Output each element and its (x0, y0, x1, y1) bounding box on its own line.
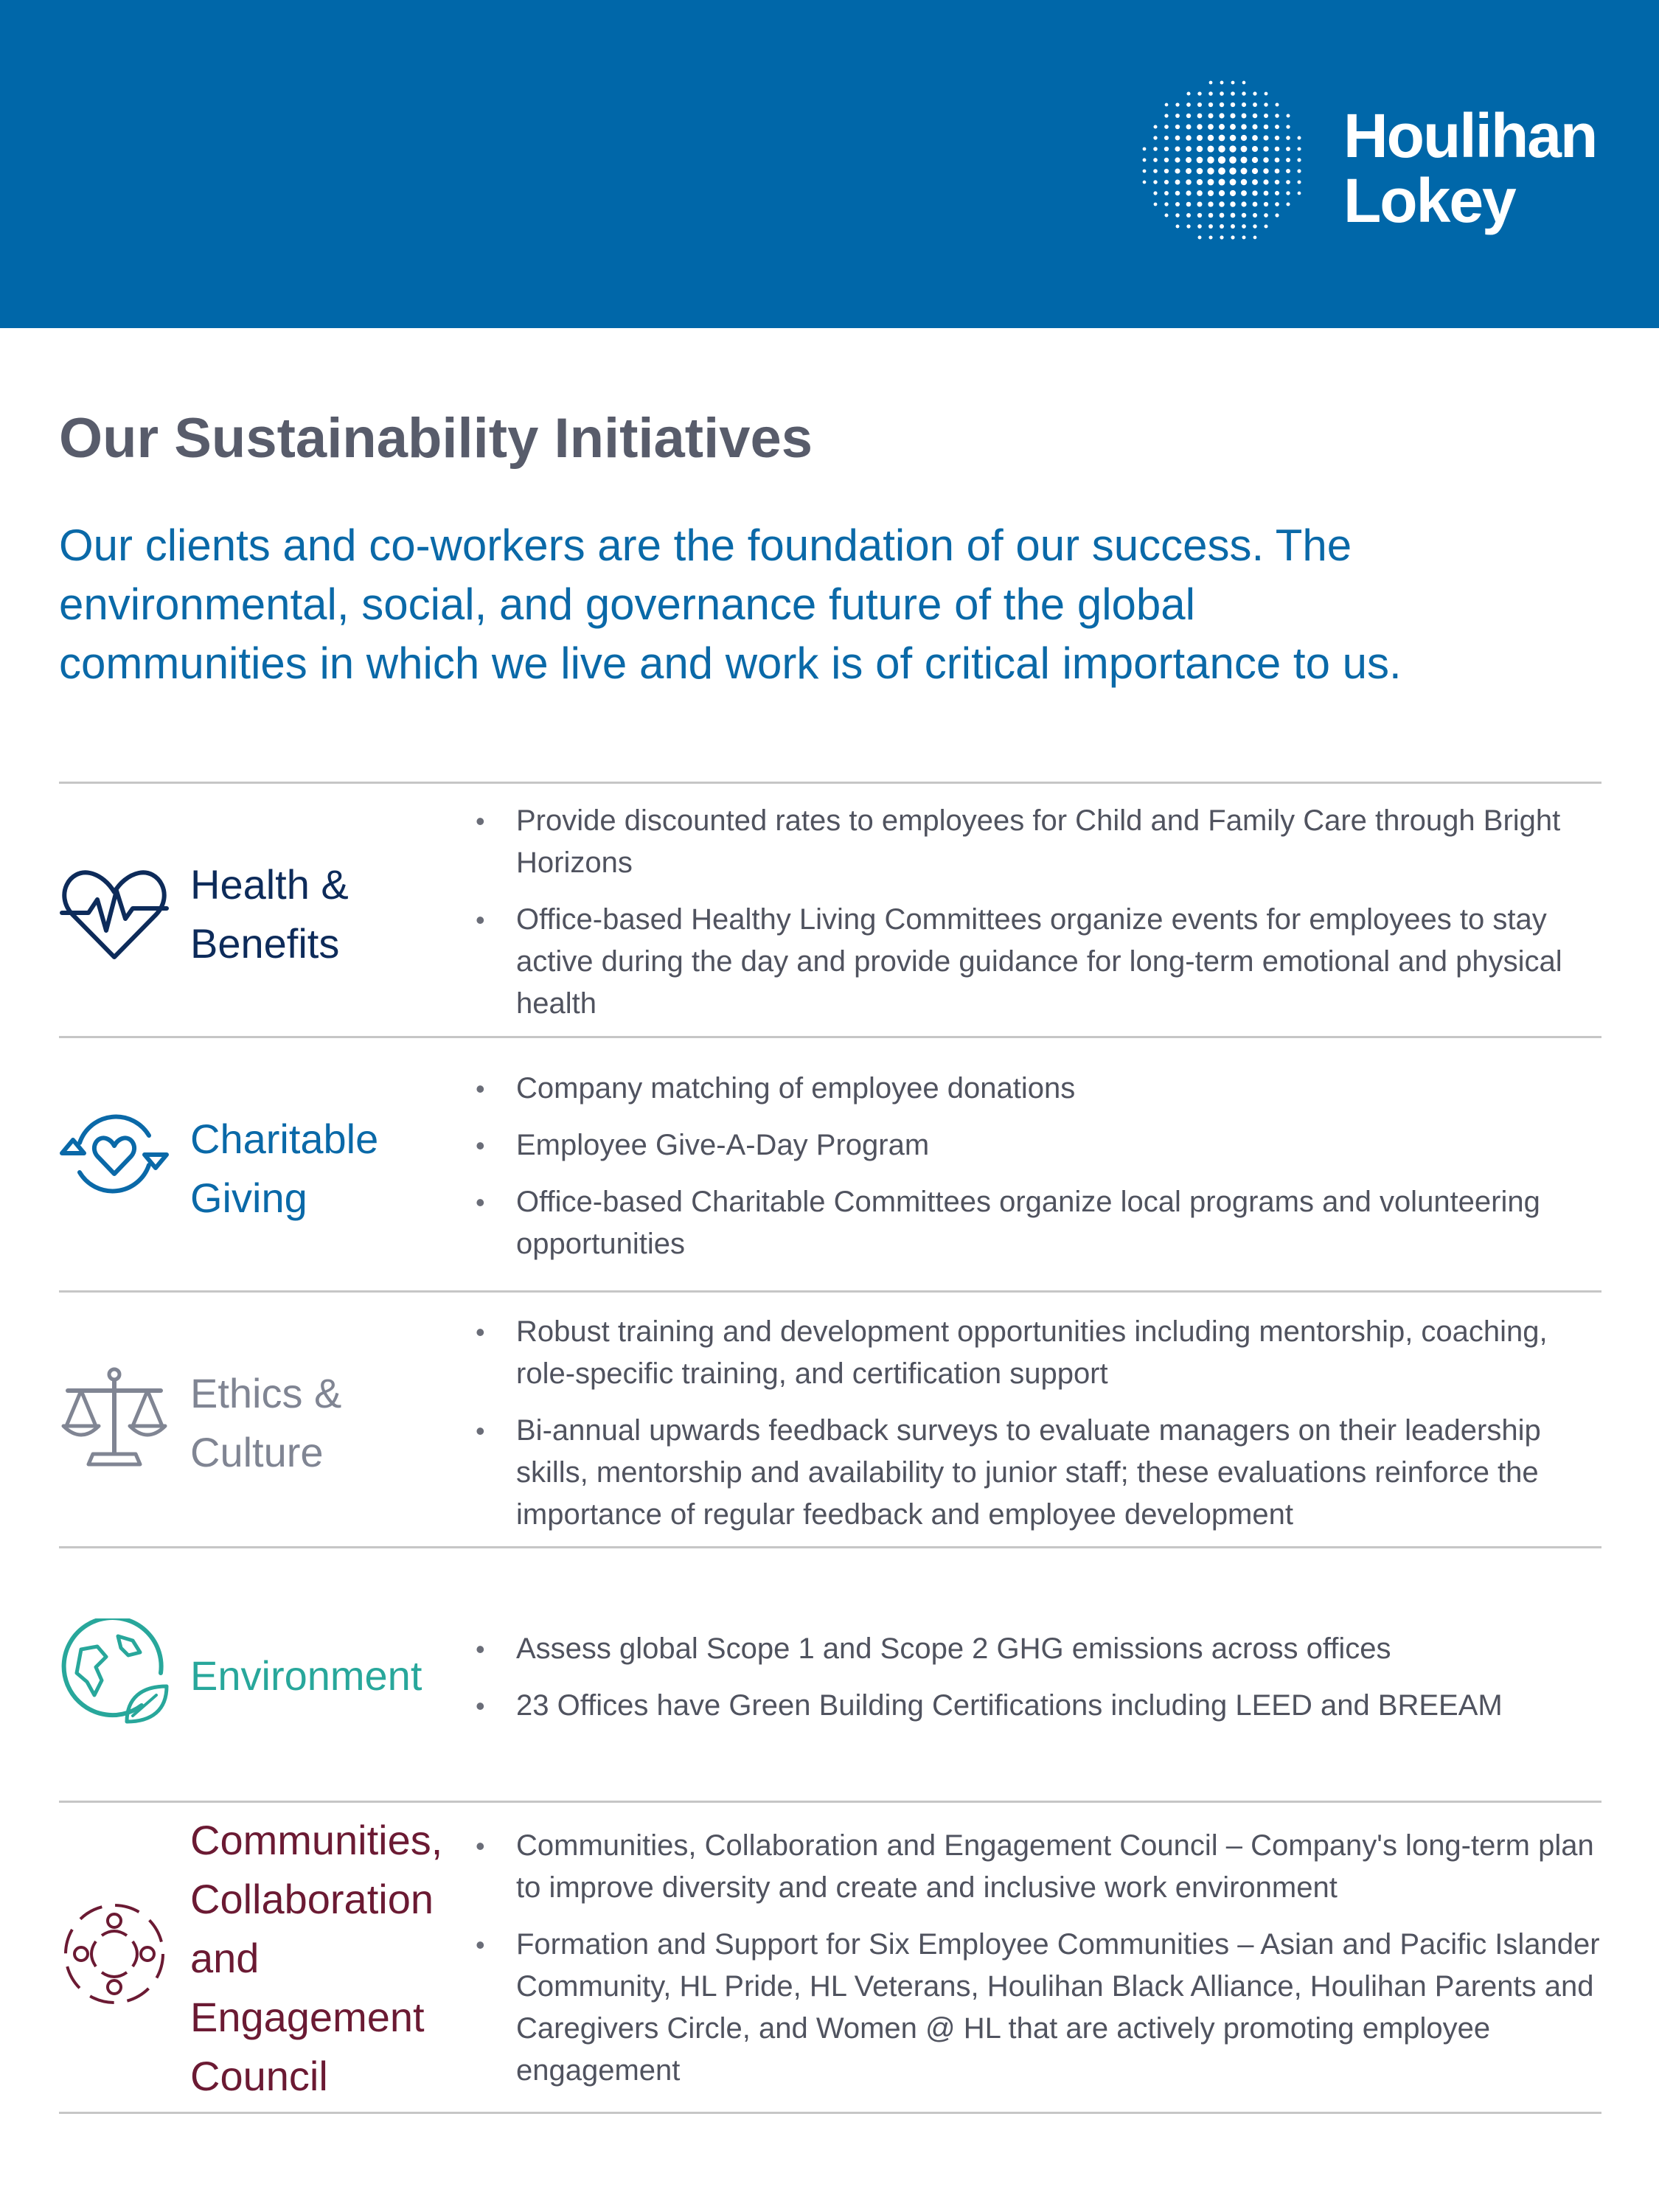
category-label-line: Charitable (190, 1116, 379, 1162)
bullet-item: • 23 Offices have Green Building Certifications including LEED and BREEAM (472, 1685, 1607, 1727)
globe-dot (1143, 181, 1147, 184)
globe-dot (1197, 157, 1203, 164)
globe-dot (1264, 114, 1268, 118)
globe-dot (1218, 167, 1225, 175)
globe-dot (1175, 180, 1180, 185)
globe-dot (1252, 190, 1257, 195)
globe-dot (1263, 135, 1268, 140)
globe-dot (1275, 114, 1279, 118)
globe-dot (1298, 136, 1301, 140)
bullet-item: • Office-based Healthy Living Committees organize events for employees to stay active during the day and provide guidance for long-term emotional and physical health (472, 899, 1607, 1025)
globe-dot (1231, 235, 1234, 239)
globe-dot (1186, 157, 1192, 163)
globe-dot (1175, 202, 1180, 206)
globe-dot (1231, 91, 1235, 96)
category-label-line: Giving (190, 1175, 307, 1221)
category-label (190, 1811, 442, 2106)
globe-dot (1197, 190, 1203, 196)
globe-dot (1208, 102, 1213, 107)
globe-dot (1164, 180, 1169, 184)
globe-dot (1165, 103, 1169, 107)
globe-dot (1164, 147, 1169, 151)
globe-dot (1175, 146, 1180, 151)
globe-dot (1176, 225, 1180, 229)
globe-dot (1153, 191, 1157, 195)
globe-dot (1230, 113, 1235, 118)
globe-dot (1298, 192, 1301, 195)
globe-dot (1275, 158, 1280, 163)
globe-dot (1297, 169, 1301, 173)
globe-dot (1164, 114, 1168, 117)
globe-dot (1263, 168, 1268, 173)
globe-dot (1197, 124, 1202, 129)
globe-dot (1252, 135, 1258, 141)
globe-dot (1186, 114, 1191, 118)
globe-dot (1231, 224, 1235, 229)
globe-dot (1275, 180, 1279, 184)
globe-dot (1186, 102, 1191, 107)
globe-dot (1208, 213, 1214, 218)
globe-dot (1264, 202, 1268, 206)
globe-dot (1253, 91, 1256, 95)
globe-dot (1286, 169, 1290, 173)
globe-dot (1242, 224, 1246, 229)
heart-cycle-icon (59, 1106, 170, 1202)
globe-dot (1242, 114, 1247, 119)
bullet-list (472, 1825, 1607, 2107)
globe-dot (1242, 91, 1245, 95)
globe-dot (1153, 180, 1157, 184)
category-label-line: Benefits (190, 920, 340, 967)
globe-dot (1175, 213, 1180, 218)
community-circle-icon (59, 1899, 170, 2009)
bullet-item: • Robust training and development opportunities including mentorship, coaching, role-specific training, and certification support (472, 1311, 1607, 1395)
globe-dot (1264, 125, 1269, 130)
globe-dot (1207, 156, 1214, 163)
globe-dot (1175, 136, 1180, 141)
globe-dot (1197, 201, 1202, 206)
globe-dot (1241, 124, 1247, 130)
globe-dot (1231, 81, 1235, 85)
globe-dot (1153, 136, 1157, 139)
globe-dot (1264, 102, 1267, 106)
globe-dot (1197, 91, 1201, 95)
globe-dot (1220, 91, 1224, 96)
globe-dot (1242, 102, 1246, 107)
globe-dot (1186, 146, 1192, 152)
globe-dot (1263, 157, 1268, 162)
globe-dot (1242, 81, 1246, 85)
globe-dot (1153, 158, 1158, 162)
globe-dot (1175, 157, 1180, 162)
globe-dot (1241, 201, 1246, 206)
globe-dot (1186, 213, 1191, 218)
globe-dot (1275, 169, 1280, 174)
globe-dot (1230, 179, 1237, 186)
globe-dot (1252, 168, 1258, 174)
globe-dot (1164, 125, 1169, 129)
globe-dot (1230, 124, 1236, 130)
globe-dot (1275, 213, 1279, 217)
globe-dot (1207, 145, 1214, 152)
globe-dot (1252, 157, 1258, 163)
globe-dot (1253, 224, 1256, 228)
globe-dot (1253, 213, 1257, 218)
divider (59, 1801, 1601, 1803)
globe-dot (1264, 213, 1268, 218)
globe-dot (1265, 92, 1268, 96)
globe-dot (1275, 136, 1279, 140)
globe-dot (1253, 114, 1258, 119)
intro-statement (59, 516, 1600, 693)
globe-dot (1208, 124, 1214, 130)
globe-dot (1231, 102, 1235, 107)
globe-dot (1242, 235, 1245, 239)
bullet-item: • Formation and Support for Six Employee Communities – Asian and Pacific Islander Community, HL Pride, HL Veterans, Houlihan Black Alliance, Houlihan Parents and Caregivers Circle, and Women @ HL that are actively promoting employee engagement (472, 1924, 1607, 2092)
globe-dot (1253, 236, 1257, 240)
category-label (190, 1364, 341, 1482)
divider (59, 1290, 1601, 1293)
intro-line: Our clients and co-workers are the foundation of our success. The (59, 521, 1352, 570)
globe-dot (1241, 179, 1247, 185)
bullet-list (472, 1628, 1607, 1742)
globe-dot (1252, 146, 1258, 152)
globe-dot (1175, 125, 1180, 129)
globe-dot (1164, 136, 1169, 140)
globe-dot (1220, 235, 1223, 239)
globe-dot (1186, 91, 1190, 95)
page-title: Our Sustainability Initiatives (59, 407, 813, 470)
globe-dot (1219, 124, 1225, 130)
globe-dot (1143, 159, 1147, 162)
globe-logo-icon (1135, 74, 1312, 251)
globe-dot (1207, 167, 1214, 174)
globe-dot (1286, 191, 1290, 195)
globe-dot (1264, 224, 1267, 228)
bullet-item: • Company matching of employee donations (472, 1068, 1607, 1110)
globe-dot (1218, 145, 1225, 152)
globe-dot (1231, 213, 1236, 218)
globe-dot (1197, 213, 1202, 218)
globe-dot (1197, 179, 1203, 185)
intro-line: communities in which we live and work is of critical importance to us. (59, 639, 1402, 688)
globe-dot (1208, 201, 1213, 206)
globe-dot (1297, 147, 1301, 150)
category-label-line: Health & (190, 861, 349, 908)
globe-dot (1165, 214, 1169, 218)
globe-dot (1253, 102, 1257, 107)
globe-dot (1241, 190, 1247, 196)
globe-dot (1286, 202, 1290, 206)
globe-dot (1209, 81, 1213, 85)
globe-dot (1230, 201, 1235, 206)
globe-dot (1219, 113, 1224, 118)
bullet-item: • Provide discounted rates to employees for Child and Family Care through Bright Horizons (472, 800, 1607, 884)
globe-dot (1276, 103, 1279, 107)
globe-dot (1218, 178, 1225, 185)
bullet-list (472, 1311, 1607, 1551)
category-label-line: and (190, 1935, 260, 1981)
globe-dot (1229, 156, 1237, 164)
globe-dot (1197, 114, 1203, 119)
globe-dot (1186, 135, 1191, 140)
bullet-list (472, 1068, 1607, 1280)
globe-dot (1220, 81, 1224, 85)
globe-dot (1263, 179, 1268, 184)
globe-dot (1208, 113, 1213, 118)
header-band (0, 0, 1659, 328)
globe-dot (1153, 169, 1158, 173)
globe-dot (1164, 158, 1169, 162)
globe-dot (1186, 125, 1192, 130)
globe-dot (1175, 114, 1180, 118)
globe-dot (1218, 156, 1225, 164)
globe-dot (1175, 102, 1179, 106)
globe-dot (1208, 224, 1213, 229)
globe-dot (1252, 179, 1258, 185)
globe-dot (1143, 170, 1147, 173)
globe-dot (1275, 202, 1279, 206)
bullet-item: • Communities, Collaboration and Engagement Council – Company's long-term plan to improve diversity and create and inclusive work environment (472, 1825, 1607, 1909)
bullet-item: • Office-based Charitable Committees organize local programs and volunteering opportunities (472, 1181, 1607, 1265)
category-label-line: Collaboration (190, 1876, 434, 1922)
globe-dot (1154, 203, 1158, 206)
category-label-line: Engagement (190, 1994, 425, 2040)
globe-dot (1241, 168, 1248, 175)
globe-dot (1208, 135, 1214, 141)
globe-dot (1275, 191, 1279, 195)
globe-dot (1253, 202, 1258, 207)
globe-dot (1186, 224, 1190, 228)
globe-dot (1287, 114, 1290, 118)
globe-dot (1220, 213, 1225, 218)
globe-dot (1186, 168, 1192, 174)
divider (59, 2112, 1601, 2114)
bullet-item: • Employee Give-A-Day Program (472, 1124, 1607, 1166)
globe-dot (1286, 136, 1290, 140)
globe-dot (1153, 147, 1158, 151)
category-label-line: Communities, (190, 1817, 443, 1863)
globe-dot (1219, 190, 1225, 196)
globe-dot (1286, 158, 1290, 162)
globe-dot (1197, 224, 1202, 229)
globe-dot (1241, 135, 1247, 141)
globe-dot (1286, 180, 1290, 184)
bullet-item: • Bi-annual upwards feedback surveys to evaluate managers on their leadership skills, mentorship and availability to junior staff; these evaluations reinforce the importance of regular feedback and employee development (472, 1410, 1607, 1536)
category-label (190, 855, 349, 973)
globe-dot (1186, 190, 1191, 195)
category-label-line: Environment (190, 1652, 422, 1699)
globe-dot (1175, 191, 1180, 196)
globe-dot (1186, 202, 1192, 207)
brand-name-line2: Lokey (1343, 166, 1515, 235)
category-label (190, 1646, 422, 1705)
intro-line: environmental, social, and governance future of the global (59, 580, 1195, 629)
globe-dot (1197, 168, 1203, 175)
category-label (190, 1110, 378, 1228)
globe-dot (1208, 179, 1214, 186)
globe-dot (1175, 168, 1180, 173)
globe-dot (1198, 236, 1202, 240)
globe-dot (1164, 169, 1169, 173)
globe-dot (1229, 167, 1237, 175)
globe-dot (1208, 190, 1214, 196)
globe-leaf-icon (59, 1618, 170, 1729)
globe-dot (1186, 179, 1192, 185)
globe-dot (1143, 147, 1147, 151)
globe-dot (1197, 102, 1202, 107)
brand-name-line1: Houlihan (1343, 101, 1597, 170)
globe-dot (1197, 135, 1203, 141)
globe-dot (1164, 202, 1168, 206)
globe-dot (1297, 158, 1301, 161)
globe-dot (1230, 135, 1237, 142)
globe-dot (1286, 125, 1290, 128)
globe-dot (1230, 190, 1236, 196)
globe-dot (1220, 224, 1224, 229)
category-label-line: Ethics & (190, 1370, 342, 1416)
globe-dot (1264, 191, 1269, 196)
scales-icon (59, 1364, 170, 1471)
bullet-item: • Assess global Scope 1 and Scope 2 GHG emissions across offices (472, 1628, 1607, 1670)
globe-dot (1275, 147, 1280, 152)
divider (59, 782, 1601, 784)
globe-dot (1197, 146, 1203, 152)
heartbeat-icon (59, 863, 170, 966)
globe-dot (1208, 235, 1212, 239)
globe-dot (1242, 213, 1246, 218)
globe-dot (1297, 180, 1301, 184)
globe-dot (1219, 201, 1224, 206)
globe-dot (1263, 146, 1268, 151)
category-label-line: Council (190, 2053, 328, 2099)
globe-dot (1275, 125, 1279, 129)
bullet-list (472, 800, 1607, 1040)
globe-dot (1208, 91, 1213, 96)
globe-dot (1229, 145, 1236, 152)
globe-dot (1153, 125, 1157, 128)
globe-dot (1219, 135, 1225, 142)
globe-dot (1252, 124, 1257, 129)
globe-dot (1240, 156, 1247, 163)
globe-dot (1286, 147, 1290, 151)
category-label-line: Culture (190, 1429, 324, 1475)
globe-dot (1164, 191, 1169, 195)
globe-dot (1220, 102, 1224, 107)
globe-dot (1241, 146, 1248, 153)
